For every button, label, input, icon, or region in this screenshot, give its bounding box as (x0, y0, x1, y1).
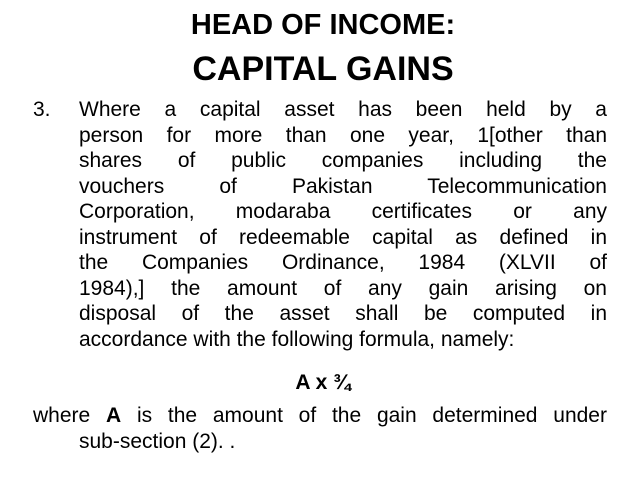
formula: A x ¾ (295, 371, 351, 394)
paragraph-line: 1984),] the amount of any gain arising on (79, 276, 607, 300)
paragraph-line: accordance with the following formula, namely: (79, 327, 515, 351)
slide-heading: HEAD OF INCOME: (190, 9, 456, 41)
item-paragraph (79, 97, 607, 352)
paragraph-line: instrument of redeemable capital as defined in (79, 225, 607, 249)
definition-variable: A (105, 404, 122, 427)
paragraph-line: person for more than one year, 1[other than (79, 123, 607, 147)
paragraph-line: disposal of the asset shall be computed in (79, 302, 607, 325)
paragraph-line: shares of public companies including the (79, 149, 607, 172)
definition-line (33, 403, 607, 429)
paragraph-line: Where a capital asset has been held by a (79, 98, 607, 121)
definition-prefix: where (33, 404, 91, 427)
paragraph-line: the Companies Ordinance, 1984 (XLVII of (79, 251, 607, 274)
item-number: 3. (33, 98, 51, 121)
paragraph-line: Corporation, modaraba certificates or any (79, 200, 607, 223)
paragraph-line: vouchers of Pakistan Telecommunication (79, 174, 607, 198)
slide-title: CAPITAL GAINS (192, 50, 454, 88)
definition-text: is the amount of the gain determined under (136, 404, 607, 427)
definition-line: sub-section (2). . (79, 429, 236, 453)
definition-paragraph (33, 403, 607, 454)
